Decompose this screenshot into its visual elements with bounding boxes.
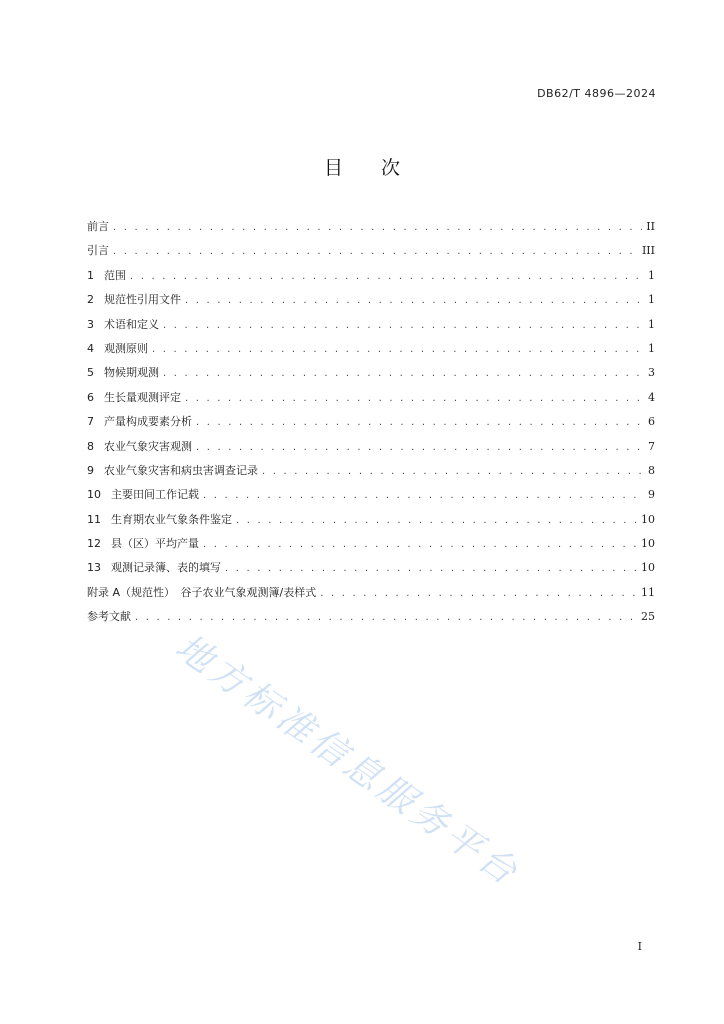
- toc-entry-number: 5: [87, 366, 94, 380]
- toc-entry-number: 1: [87, 268, 94, 282]
- toc-entry-number: 3: [87, 317, 94, 331]
- toc-entry[interactable]: [87, 608, 655, 632]
- toc-entry-label: 范围: [104, 268, 126, 282]
- toc-entry-page: 3: [648, 366, 655, 380]
- toc-entry-page: 6: [648, 415, 655, 429]
- toc-entry-page: II: [646, 220, 655, 233]
- toc-entry-label: 农业气象灾害和病虫害调查记录: [104, 463, 258, 477]
- toc-entry-label: 生育期农业气象条件鉴定: [111, 512, 232, 526]
- toc-entry-number: 12: [87, 537, 101, 551]
- toc-leader-dots: [196, 442, 644, 453]
- toc-entry-label: 主要田间工作记载: [111, 488, 199, 502]
- toc-entry-page: 1: [648, 293, 655, 307]
- toc-entry-number: 8: [87, 439, 94, 453]
- toc-leader-dots: [185, 295, 644, 306]
- toc-entry-number: 10: [87, 488, 101, 502]
- toc-entry-page: 1: [648, 268, 655, 282]
- toc-entry-number: 7: [87, 415, 94, 429]
- toc-entry[interactable]: [87, 291, 655, 315]
- toc-entry[interactable]: [87, 316, 655, 340]
- page-title-char-1: 目: [323, 157, 343, 179]
- toc-entry-label: 生长量观测评定: [104, 390, 181, 404]
- toc-entry[interactable]: [87, 267, 655, 291]
- toc-entry-page: 8: [648, 463, 655, 477]
- toc-leader-dots: [225, 563, 637, 574]
- toc-entry-label: 引言: [87, 244, 109, 258]
- toc-entry-page: III: [641, 244, 655, 258]
- toc-entry-label: 观测原则: [104, 341, 148, 355]
- toc-entry-page: 4: [648, 390, 655, 404]
- toc-entry[interactable]: [87, 242, 655, 266]
- toc-entry-number: 6: [87, 390, 94, 404]
- toc-entry-number: 4: [87, 341, 94, 355]
- toc-entry-number: 9: [87, 463, 94, 477]
- toc-entry-label: 县（区）平均产量: [111, 537, 199, 551]
- toc-entry-label: 术语和定义: [104, 317, 159, 331]
- toc-entry[interactable]: [87, 462, 655, 486]
- toc-entry-number: 11: [87, 512, 101, 526]
- toc-entry[interactable]: [87, 511, 655, 535]
- toc-leader-dots: [163, 368, 644, 379]
- toc-leader-dots: [236, 515, 637, 526]
- toc-leader-dots: [320, 588, 637, 599]
- page-title: [0, 153, 724, 180]
- toc-entry-label: 附录 A（规范性） 谷子农业气象观测簿/表样式: [87, 585, 317, 599]
- toc-leader-dots: [203, 490, 644, 501]
- toc-entry[interactable]: [87, 559, 655, 583]
- toc-leader-dots: [130, 271, 644, 282]
- toc-entry[interactable]: [87, 535, 655, 559]
- toc-entry-number: 13: [87, 561, 101, 575]
- toc-entry-label: 参考文献: [87, 610, 131, 624]
- toc-entry[interactable]: [87, 364, 655, 388]
- document-code: DB62/T 4896—2024: [537, 87, 656, 100]
- toc-entry-page: 1: [648, 341, 655, 355]
- toc-entry-label: 产量构成要素分析: [104, 415, 192, 429]
- toc-entry-page: 10: [641, 561, 655, 575]
- toc-entry-page: 7: [648, 439, 655, 453]
- table-of-contents: [87, 218, 655, 633]
- toc-leader-dots: [152, 344, 644, 355]
- watermark: 地方标准信息服务平台: [167, 626, 528, 896]
- toc-leader-dots: [163, 320, 644, 331]
- toc-entry-page: 11: [641, 585, 655, 599]
- toc-entry-number: 2: [87, 293, 94, 307]
- toc-entry-page: 10: [641, 537, 655, 551]
- toc-entry-label: 农业气象灾害观测: [104, 439, 192, 453]
- toc-entry[interactable]: [87, 413, 655, 437]
- toc-entry-page: 25: [641, 610, 655, 624]
- toc-entry[interactable]: [87, 584, 655, 608]
- toc-entry[interactable]: [87, 486, 655, 510]
- toc-leader-dots: [113, 222, 642, 233]
- toc-entry-label: 规范性引用文件: [104, 293, 181, 307]
- toc-leader-dots: [185, 393, 644, 404]
- toc-entry[interactable]: [87, 340, 655, 364]
- toc-entry[interactable]: [87, 218, 655, 242]
- toc-leader-dots: [196, 417, 644, 428]
- page-title-char-2: 次: [381, 157, 401, 179]
- toc-leader-dots: [135, 612, 637, 623]
- toc-entry-label: 前言: [87, 220, 109, 233]
- toc-entry-page: 10: [641, 512, 655, 526]
- toc-entry[interactable]: [87, 389, 655, 413]
- page-number: I: [637, 940, 642, 953]
- toc-entry-label: 物候期观测: [104, 366, 159, 380]
- toc-entry-label: 观测记录簿、表的填写: [111, 561, 221, 575]
- toc-leader-dots: [113, 246, 638, 257]
- toc-leader-dots: [203, 539, 637, 550]
- toc-entry-page: 9: [648, 488, 655, 502]
- toc-leader-dots: [262, 466, 644, 477]
- toc-entry[interactable]: [87, 438, 655, 462]
- toc-entry-page: 1: [648, 317, 655, 331]
